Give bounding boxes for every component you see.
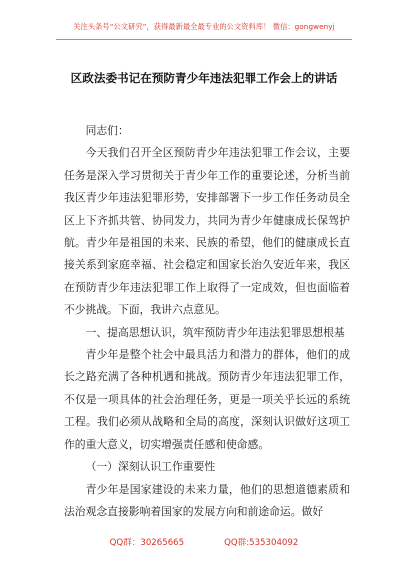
paragraph-intro: 今天我们召开全区预防青少年违法犯罪工作会议，主要任务是深入学习贯彻关于青少年工作的重要论述，分析当前我区青少年违法犯罪形势，安排部署下一步工作任务动员全区上下齐抓共管、协同发力，共同为青少年健康成长保驾护航。青少年是祖国的未来、民族的希望，他们的健康成长直接关系到家庭幸福、社会稳定和国家长治久安近年来，我区在预防青少年违法犯罪工作上取得了一定成效，但也面临着不少挑战。下面，我讲六点意见。 (64, 146, 350, 317)
header-banner: 关注头条号“公文研究”，获得最新最全最专业的公文资料库！ 微信：gongwenyj (73, 22, 335, 31)
salutation: 同志们： (85, 124, 129, 137)
header-divider (56, 39, 352, 40)
footer-qq-group-2: QQ群:535304092 (224, 538, 299, 548)
paragraph-subsection-1: 青少年是国家建设的未来力量，他们的思想道德素质和法治观念直接影响着国家的发展方向和前途命运。做好 (64, 482, 350, 518)
paragraph-section-1: 青少年是整个社会中最具活力和潜力的群体，他们的成长之路充满了各种机遇和挑战。预防青少年违法犯罪工作，不仅是一项具体的社会治理任务，更是一项关乎长远的系统工程。我们必须从战略和全局的高度，深刻认识做好这项工作的重大意义，切实增强责任感和使命感。 (64, 348, 350, 451)
document-body (64, 120, 350, 523)
footer-contact (0, 536, 408, 548)
footer-qq-group-1: QQ群：30265665 (109, 538, 185, 548)
subsection-heading-1: （一）深刻认识工作重要性 (85, 460, 216, 474)
document-title: 区政法委书记在预防青少年违法犯罪工作会上的讲话 (70, 71, 338, 85)
section-heading-1: 一、提高思想认识，筑牢预防青少年违法犯罪思想根基 (85, 325, 345, 339)
